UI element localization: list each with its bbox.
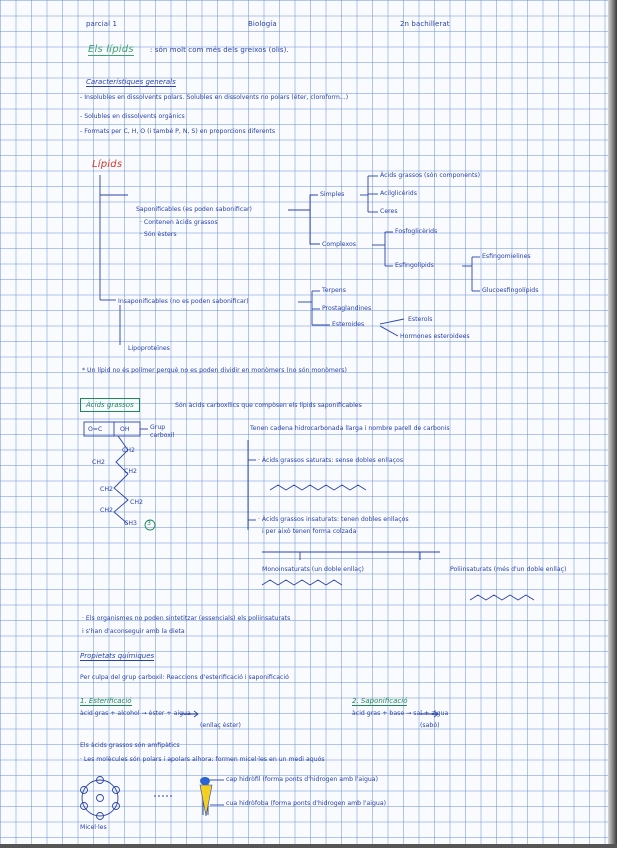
steroid-item-2: Hormones esteroidees: [400, 333, 470, 340]
header-left: parcial 1: [86, 20, 118, 28]
header-right: 2n bachillerat: [400, 20, 450, 28]
essential-note: · Els organismes no poden sintetitzar (essencials) els poliinsaturats: [82, 615, 291, 622]
micelle-label: Micel·les: [80, 824, 107, 831]
complex-item-1: Fosfoglicèrids: [395, 228, 438, 235]
lipoproteins-label: Lipoproteïnes: [128, 345, 170, 352]
general-title: Característiques generals: [86, 78, 176, 86]
carboxyl-label: O=C: [88, 426, 103, 433]
saponification-desc: àcid gras + base → sal + aigua: [352, 710, 449, 717]
amphipathic-desc: · Les molècules són polars i apolars alhora: formen micel·les en un medi aquós: [80, 756, 325, 763]
ch3-label: CH3: [124, 520, 137, 527]
polymer-note: * Un lípid no és polímer perquè no es poden dividir en monòmers (no són monòmers): [82, 367, 347, 374]
ch2-label-5: CH2: [130, 499, 143, 506]
simple-item-3: Ceres: [380, 208, 398, 215]
tail-desc: cua hidròfoba (forma ponts d'hidrogen amb l'aigua): [226, 800, 387, 807]
group-label: Grup carboxil: [150, 424, 175, 439]
essential-note-2: i s'han d'aconseguir amb la dieta: [82, 628, 185, 635]
non-saponifiable-label: Insaponificables (no es poden sabonificar): [118, 298, 249, 305]
ch2-label-2: CH2: [92, 459, 105, 466]
mono-label: Monoinsaturats (un doble enllaç): [262, 566, 364, 573]
simple-label: Simples: [320, 191, 345, 198]
general-bullet-3: - Formats per C, H, O (i també P, N, S) en proporcions diferents: [80, 128, 276, 135]
fatty-acids-desc: Són àcids carboxílics que compòsen els lípids saponificables: [175, 402, 362, 409]
complex-label: Complexos: [322, 241, 356, 248]
saponifiable-sub2: · Són èsters: [140, 231, 177, 238]
topic-title: Els lípids: [88, 44, 134, 55]
fatty-desc2: Tenen cadena hidrocarbonada llarga i nombre parell de carbonis: [250, 425, 450, 432]
steroid-item-1: Esterols: [408, 316, 433, 323]
ch2-label-4: CH2: [100, 486, 113, 493]
fatty-acids-title: Àcids grassos: [80, 398, 140, 412]
ch2-label-3: CH2: [124, 468, 137, 475]
esterification-sub: (enllaç èster): [200, 722, 241, 729]
saponifiable-label: Saponificables (es poden sabonificar): [136, 206, 252, 213]
sphingo-item-1: Esfingomielines: [482, 253, 531, 260]
header-center: Biología: [248, 20, 277, 28]
chem-props-desc: Per culpa del grup carboxil: Reaccions d'esterificació i saponificació: [80, 674, 289, 681]
topic-subtitle: : són molt com més dels greixos (olis).: [150, 46, 289, 54]
unsaturated-label: · Àcids grassos insaturats: tenen dobles enllaços: [258, 516, 409, 523]
simple-item-2: Acilglicèrids: [380, 190, 417, 197]
general-bullet-2: - Solubles en dissolvents orgànics: [80, 113, 185, 120]
head-desc: cap hidròfil (forma ponts d'hidrogen amb l'aigua): [226, 776, 378, 783]
non-sap-item-3: Esteroides: [332, 321, 365, 328]
saponification-sub: (sabó): [420, 722, 440, 729]
ch2-label-1: CH2: [122, 447, 135, 454]
esterification-desc: àcid gras + alcohol → èster + aigua: [80, 710, 191, 717]
non-sap-item-2: Prostaglandines: [322, 305, 372, 312]
scan-edge: [0, 844, 617, 848]
chem-props-title: Propietats químiques: [80, 652, 155, 660]
esterification-title: 1. Esterificació: [80, 697, 132, 705]
complex-item-2: Esfingolípids: [395, 262, 434, 269]
ch2-label-6: CH2: [100, 507, 113, 514]
saponification-title: 2. Saponificació: [352, 697, 408, 705]
oh-label: OH: [120, 426, 130, 433]
simple-item-1: Àcids grassos (són components): [380, 172, 481, 179]
lipids-heading: Lípids: [92, 159, 123, 170]
sphingo-item-2: Glucoesfingolípids: [482, 287, 539, 294]
general-bullet-1: - Insolubles en dissolvents polars. Solubles en dissolvents no polars (éter, cloroform...): [80, 94, 349, 101]
saturated-label: · Àcids grassos saturats: sense dobles enllaços: [258, 457, 404, 464]
poly-label: Poliinsaturats (més d'un doble enllaç): [450, 566, 567, 573]
saponifiable-sub1: · Contenen àcids grassos: [140, 219, 218, 226]
non-sap-item-1: Terpens: [322, 287, 346, 294]
unsaturated-label-2: i per això tenen forma colzada: [262, 528, 357, 535]
n-circle-label: 3: [147, 520, 151, 527]
amphipathic-label: Els àcids grassos són amfipàtics: [80, 742, 180, 749]
